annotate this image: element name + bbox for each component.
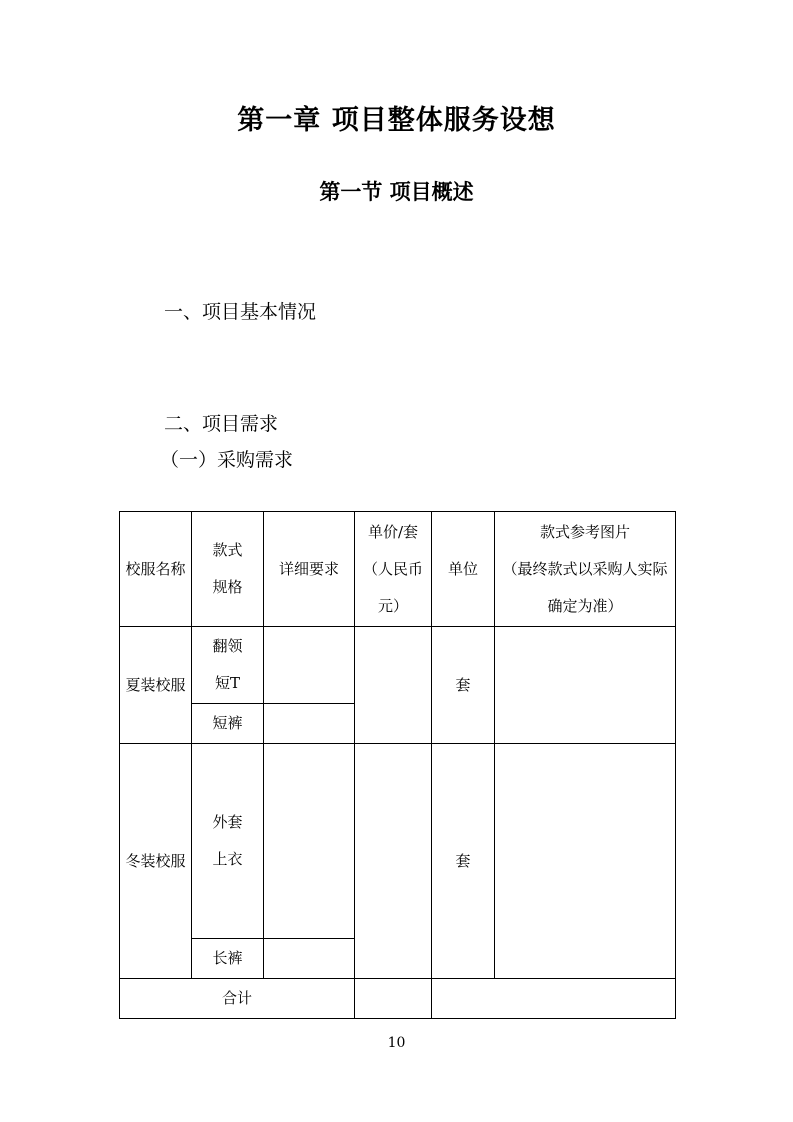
table-row-winter-1	[120, 744, 676, 939]
winter-price	[355, 744, 432, 979]
table-row-total	[120, 979, 676, 1019]
header-details: 详细要求	[264, 512, 355, 627]
winter-item-trousers: 长裤	[192, 939, 264, 979]
summer-reference-image	[495, 627, 676, 744]
summer-shirt-details	[264, 627, 355, 704]
winter-jacket-details	[264, 744, 355, 939]
summer-name: 夏装校服	[120, 627, 192, 744]
header-reference-image: 款式参考图片 （最终款式以采购人实际 确定为准）	[495, 512, 676, 627]
header-unit: 单位	[432, 512, 495, 627]
winter-item-jacket: 外套 上衣	[192, 744, 264, 939]
total-price	[355, 979, 432, 1019]
section-title: 第一节 项目概述	[319, 179, 474, 204]
summer-unit: 套	[432, 627, 495, 744]
heading-project-needs: 二、项目需求	[164, 413, 279, 435]
total-label: 合计	[120, 979, 355, 1019]
summer-item-shirt: 翻领 短T	[192, 627, 264, 704]
procurement-table	[119, 511, 676, 1019]
header-style: 款式 规格	[192, 512, 264, 627]
winter-trousers-details	[264, 939, 355, 979]
summer-item-shorts: 短裤	[192, 704, 264, 744]
total-remarks	[432, 979, 676, 1019]
chapter-title: 第一章 项目整体服务设想	[237, 105, 556, 136]
header-price: 单价/套 （人民币 元）	[355, 512, 432, 627]
heading-procurement-needs: （一）采购需求	[160, 449, 294, 471]
table-header-row	[120, 512, 676, 627]
table-row-summer-1	[120, 627, 676, 704]
summer-price	[355, 627, 432, 744]
page-number: 10	[387, 1035, 406, 1051]
winter-name: 冬装校服	[120, 744, 192, 979]
winter-reference-image	[495, 744, 676, 979]
summer-shorts-details	[264, 704, 355, 744]
winter-unit: 套	[432, 744, 495, 979]
heading-basic-info: 一、项目基本情况	[164, 301, 317, 323]
header-name: 校服名称	[120, 512, 192, 627]
